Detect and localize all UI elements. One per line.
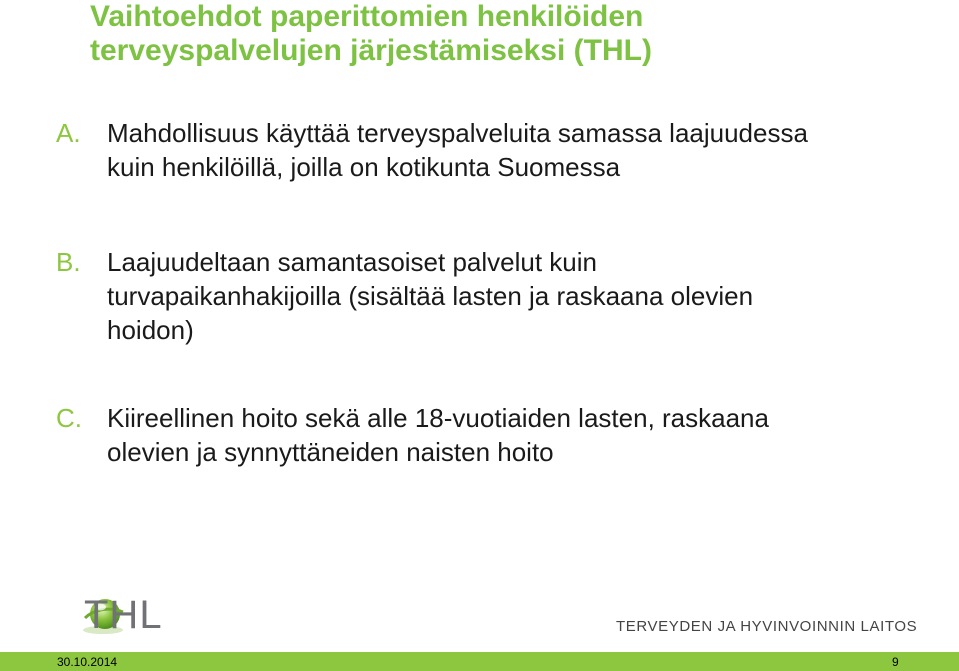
list-text-c — [107, 401, 936, 469]
institute-name: TERVEYDEN JA HYVINVOINNIN LAITOS — [616, 618, 918, 635]
list-text-b — [107, 245, 936, 347]
list-line: olevien ja synnyttäneiden naisten hoito — [107, 437, 554, 467]
footer-bar — [0, 652, 959, 671]
list-letter-c: C. — [56, 403, 82, 433]
list-line: kuin henkilöillä, joilla on kotikunta Suomessa — [107, 152, 621, 182]
thl-logo-text: THL — [84, 593, 163, 637]
list-line: Mahdollisuus käyttää terveyspalveluita samassa laajuudessa — [107, 118, 808, 148]
slide-title-line-1: Vaihtoehdot paperittomien henkilöiden — [90, 0, 644, 33]
list-item-b — [56, 245, 936, 347]
slide-title — [90, 0, 950, 68]
list-line: hoidon) — [107, 315, 194, 345]
slide-title-line-2: terveyspalvelujen järjestämiseksi (THL) — [90, 34, 652, 67]
list-item-c — [56, 401, 936, 469]
list-line: turvapaikanhakijoilla (sisältää lasten ja raskaana olevien — [107, 281, 754, 311]
list-line: Laajuudeltaan samantasoiset palvelut kuin — [107, 247, 598, 277]
list-letter-b: B. — [56, 247, 81, 277]
footer-date: 30.10.2014 — [57, 655, 118, 669]
page-number: 9 — [892, 655, 899, 669]
list-letter-a: A. — [56, 118, 81, 148]
list-text-a — [107, 116, 936, 184]
list-item-a — [56, 116, 936, 184]
list-line: Kiireellinen hoito sekä alle 18-vuotiaiden lasten, raskaana — [107, 403, 769, 433]
